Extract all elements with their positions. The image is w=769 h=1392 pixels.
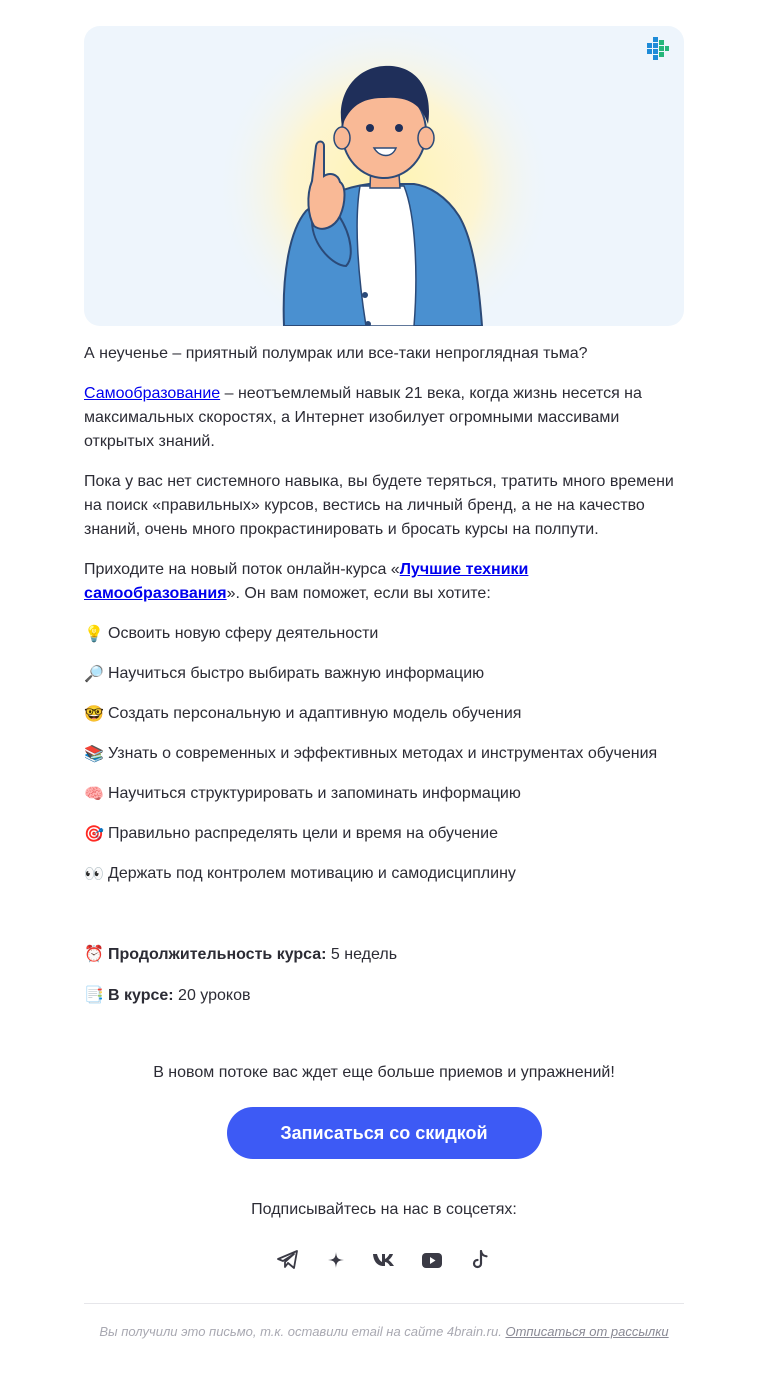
list-item-text: Научиться структурировать и запоминать информацию: [108, 785, 521, 802]
youtube-icon[interactable]: [420, 1248, 444, 1272]
list-item-text: Узнать о современных и эффективных методах и инструментах обучения: [108, 745, 658, 762]
zen-icon[interactable]: [324, 1248, 348, 1272]
promo-text: В новом потоке вас ждет еще больше приемов и упражнений!: [153, 1064, 615, 1081]
list-item-text: Держать под контролем мотивацию и самодисциплину: [108, 865, 516, 882]
tiktok-icon[interactable]: [468, 1248, 492, 1272]
spacer: [84, 886, 684, 926]
paragraph-text: – неотъемлемый навык 21 века, когда жизнь несется на максимальных скоростях, а Интернет изобилует огромными массивами открытых знаний.: [84, 385, 642, 450]
brain-icon: 🧠: [84, 784, 104, 803]
bookmark-tabs-icon: 📑: [84, 985, 104, 1004]
target-icon: 🎯: [84, 824, 104, 843]
lessons-label: В курсе:: [108, 987, 174, 1004]
light-bulb-icon: 💡: [84, 624, 104, 643]
list-item: [84, 782, 684, 806]
course-link[interactable]: Лучшие техники самообразования: [84, 561, 529, 602]
telegram-icon[interactable]: [276, 1248, 300, 1272]
list-item: [84, 822, 684, 846]
duration-label: Продолжительность курса:: [108, 946, 327, 963]
course-duration: [84, 942, 684, 967]
cta-container: [84, 1107, 684, 1159]
brand-logo-icon: [645, 37, 669, 61]
paragraph-problem: Пока у вас нет системного навыка, вы будете теряться, тратить много времени на поиск «правильных» курсов, вестись на личный бренд, а не на качество знаний, очень много прокрастинировать и бросать курсы на полпути.: [84, 473, 674, 538]
email-body: [84, 0, 684, 1340]
footer-text: Вы получили это письмо, т.к. оставили email на сайте 4brain.ru.: [99, 1324, 506, 1339]
list-item: [84, 742, 684, 766]
invite-text-after: ». Он вам поможет, если вы хотите:: [226, 585, 491, 602]
social-links: [84, 1248, 684, 1272]
list-item: [84, 862, 684, 886]
social-title: Подписывайтесь на нас в соцсетях:: [251, 1201, 517, 1218]
list-item: [84, 622, 684, 646]
paragraph-course-invite: [84, 558, 684, 606]
invite-text-before: Приходите на новый поток онлайн-курса «: [84, 561, 400, 578]
hero-banner: [84, 26, 684, 326]
list-item-text: Освоить новую сферу деятельности: [108, 625, 379, 642]
books-icon: 📚: [84, 744, 104, 763]
lessons-value: 20 уроков: [173, 987, 251, 1004]
benefits-list: [84, 622, 684, 886]
divider: [84, 1303, 684, 1304]
duration-value: 5 недель: [326, 946, 398, 963]
vk-icon[interactable]: [372, 1248, 396, 1272]
unsubscribe-link[interactable]: Отписаться от рассылки: [505, 1324, 669, 1339]
list-item: [84, 662, 684, 686]
nerd-face-icon: 🤓: [84, 704, 104, 723]
alarm-clock-icon: ⏰: [84, 944, 104, 963]
signup-discount-button[interactable]: Записаться со скидкой: [227, 1107, 542, 1159]
eyes-icon: 👀: [84, 864, 104, 883]
self-education-link[interactable]: Самообразование: [84, 385, 221, 402]
person-illustration: [84, 26, 684, 326]
footer-note: [64, 1324, 704, 1340]
list-item-text: Научиться быстро выбирать важную информацию: [108, 665, 485, 682]
list-item-text: Создать персональную и адаптивную модель обучения: [108, 705, 522, 722]
course-lessons: [84, 983, 684, 1008]
intro-question: А неученье – приятный полумрак или все-таки непроглядная тьма?: [84, 345, 588, 362]
paragraph-self-education: [84, 382, 684, 454]
list-item: [84, 702, 684, 726]
magnifier-icon: 🔎: [84, 664, 104, 683]
list-item-text: Правильно распределять цели и время на обучение: [108, 825, 498, 842]
